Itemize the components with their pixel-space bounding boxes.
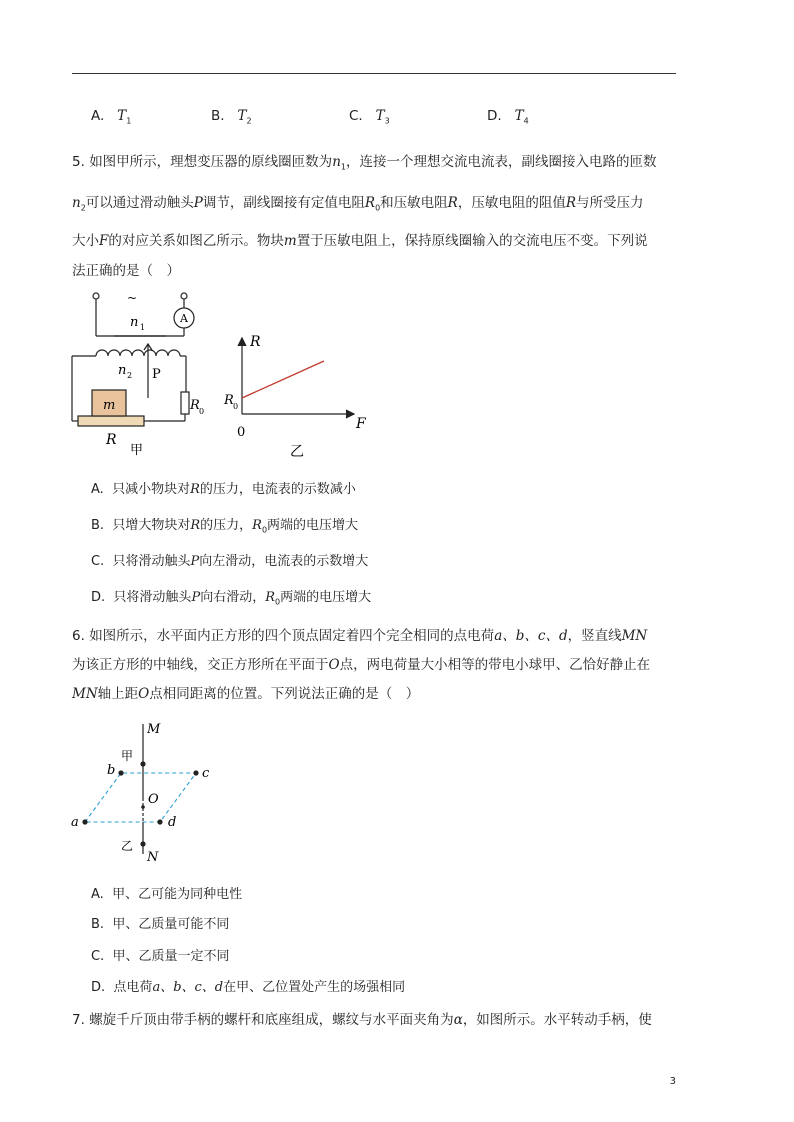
x-label: F — [356, 416, 366, 432]
q5-option-d: D. 只将滑动触头P向右滑动，$R_0$两端的电压增大 — [91, 590, 372, 607]
r0-label-sub: 0 — [233, 402, 239, 411]
ball-yi — [140, 841, 145, 846]
q5-line-3: 大小F的对应关系如图乙所示。物块m置于压敏电阻上，保持原线圈输入的交流电压不变。下列说 — [72, 233, 648, 249]
caption-jia: 甲 — [130, 443, 144, 458]
terminal-left — [93, 293, 99, 299]
q4-option-b: B. $T_2$ — [211, 108, 252, 126]
x-axis-arrow — [346, 410, 354, 418]
pressure-resistor — [78, 416, 144, 426]
q6-line-2: 为该正方形的中轴线，交正方形所在平面于O点，两电荷量大小相等的带电小球甲、乙恰好静止在 — [72, 657, 651, 673]
label-jia: 甲 — [121, 749, 134, 763]
caption-yi: 乙 — [290, 444, 304, 460]
q6-charges-figure — [68, 714, 228, 868]
q5-graph-figure — [222, 326, 374, 462]
q5-line-4: 法正确的是（ ） — [72, 263, 180, 279]
point-o — [141, 805, 145, 809]
label-a: a — [71, 815, 79, 830]
charge-b — [118, 770, 123, 775]
origin-label: 0 — [237, 425, 246, 440]
label-n1: n — [130, 315, 139, 330]
ammeter-label: A — [180, 312, 188, 325]
q6-line-1: 6. 如图所示，水平面内正方形的四个顶点固定着四个完全相同的点电荷a、b、c、d，竖直线MN — [72, 628, 648, 644]
label-r: R — [106, 432, 117, 448]
label-n2-sub: 2 — [127, 371, 133, 380]
charge-a — [82, 819, 87, 824]
q5-option-c: C. 只将滑动触头P向左滑动，电流表的示数增大 — [91, 554, 369, 569]
r0-label: R — [224, 393, 234, 408]
square-plane — [85, 773, 196, 822]
q6-option-c: C. 甲、乙质量一定不同 — [91, 949, 230, 964]
ac-tilde: ~ — [126, 291, 138, 305]
resistor-r0 — [181, 392, 189, 414]
q6-option-b: B. 甲、乙质量可能不同 — [91, 917, 230, 932]
label-c: c — [202, 766, 210, 781]
q5-option-b: B. 只增大物块对R的压力，$R_0$两端的电压增大 — [91, 518, 359, 535]
q4-option-a: A. $T_1$ — [91, 108, 132, 126]
y-axis-arrow — [238, 338, 246, 346]
label-d: d — [168, 815, 177, 830]
top-rule — [72, 73, 676, 74]
q7-line-1: 7. 螺旋千斤顶由带手柄的螺杆和底座组成，螺纹与水平面夹角为α，如图所示。水平转动手柄，使 — [72, 1012, 652, 1028]
charge-c — [193, 770, 198, 775]
r-vs-f-line — [242, 361, 324, 398]
label-n: N — [147, 850, 159, 865]
label-r0-sub: 0 — [199, 407, 205, 416]
q5-line-2: $n_2$可以通过滑动触头P调节，副线圈接有定值电阻$R_0$和压敏电阻R，压敏电阻的阻值R与所受压力 — [72, 195, 644, 213]
label-o: O — [148, 792, 159, 807]
label-m: m — [103, 398, 116, 413]
q4-option-d: D. $T_4$ — [487, 108, 529, 126]
q5-line-1: 5. 如图甲所示，理想变压器的原线圈匝数为$n_1$，连接一个理想交流电流表，副线圈接入电路的匝数 — [72, 154, 657, 172]
q6-option-d: D. 点电荷a、b、c、d在甲、乙位置处产生的场强相同 — [91, 980, 406, 995]
q6-option-a: A. 甲、乙可能为同种电性 — [91, 887, 243, 902]
terminal-right — [181, 293, 187, 299]
label-n1-sub: 1 — [140, 323, 146, 332]
label-m: M — [147, 722, 161, 737]
q5-circuit-figure — [66, 286, 239, 458]
charge-d — [157, 819, 162, 824]
label-yi: 乙 — [121, 839, 134, 853]
ball-jia — [140, 761, 145, 766]
label-b: b — [107, 763, 116, 778]
y-label: R — [250, 334, 261, 350]
label-r0: R — [190, 398, 200, 413]
q4-option-c: C. $T_3$ — [349, 108, 390, 126]
page-number: 3 — [669, 1076, 676, 1087]
label-n2: n — [118, 363, 127, 378]
q6-line-3: MN轴上距O点相同距离的位置。下列说法正确的是（ ） — [72, 686, 420, 702]
secondary-coil — [96, 350, 180, 356]
q5-option-a: A. 只减小物块对R的压力，电流表的示数减小 — [91, 482, 356, 497]
label-p: P — [152, 367, 161, 382]
